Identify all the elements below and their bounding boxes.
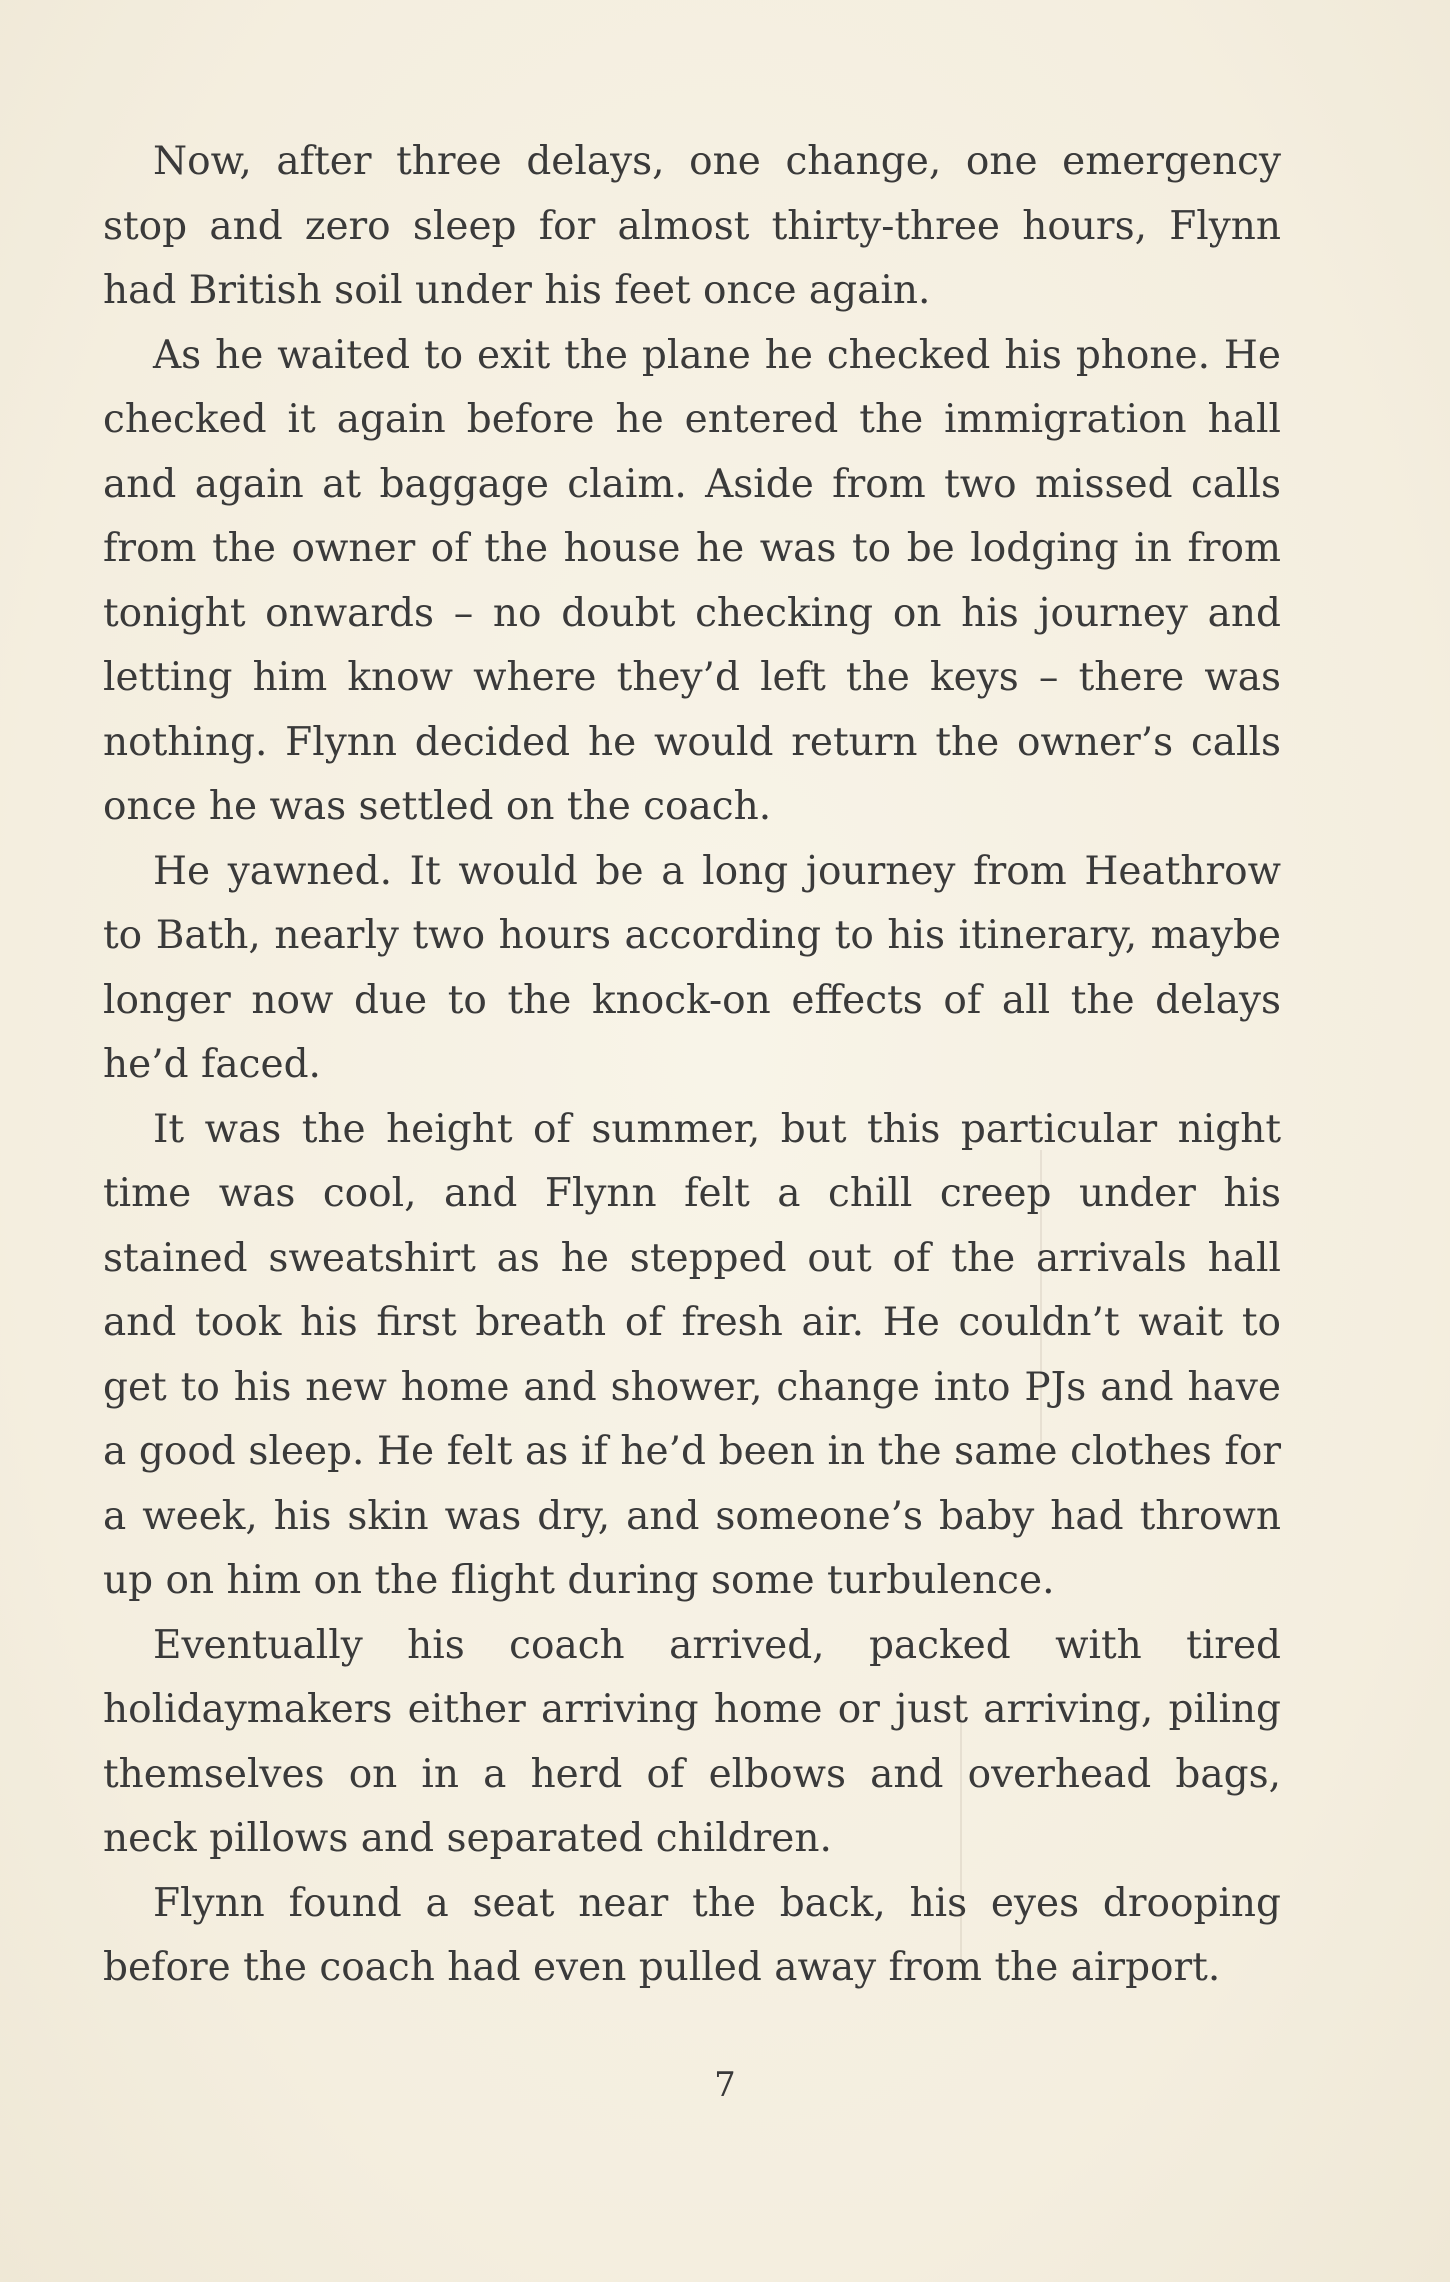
body-text bbox=[103, 130, 1281, 2001]
paragraph: Eventually his coach arrived, packed with tired holidaymakers either arriving home or just arriving, piling themselves on in a herd of elbows and overhead bags, neck pillows and separated children. bbox=[103, 1622, 1281, 1861]
paragraph: Flynn found a seat near the back, his eyes drooping before the coach had even pulled away from the airport. bbox=[103, 1880, 1281, 1990]
paragraph: Now, after three delays, one change, one emergency stop and zero sleep for almost thirty-three hours, Flynn had British soil under his feet once again. bbox=[103, 139, 1281, 313]
page-number: 7 bbox=[714, 2065, 736, 2105]
paragraph: It was the height of summer, but this particular night time was cool, and Flynn felt a chill creep under his stained sweatshirt as he stepped out of the arrivals hall and took his first breath of fresh air. He couldn’t wait to get to his new home and shower, change into PJs and have a good sleep. He felt as if he’d been in the same clothes for a week, his skin was dry, and someone’s baby had thrown up on him on the flight during some turbulence. bbox=[103, 1106, 1281, 1603]
paragraph: He yawned. It would be a long journey from Heathrow to Bath, nearly two hours according to his itinerary, maybe longer now due to the knock-on effects of all the delays he’d faced. bbox=[103, 848, 1281, 1087]
paragraph: As he waited to exit the plane he checked his phone. He checked it again before he entered the immigration hall and again at baggage claim. Aside from two missed calls from the owner of the house he was to be lodging in from tonight onwards – no doubt checking on his journey and letting him know where they’d left the keys – there was nothing. Flynn decided he would return the owner’s calls once he was settled on the coach. bbox=[103, 332, 1281, 829]
